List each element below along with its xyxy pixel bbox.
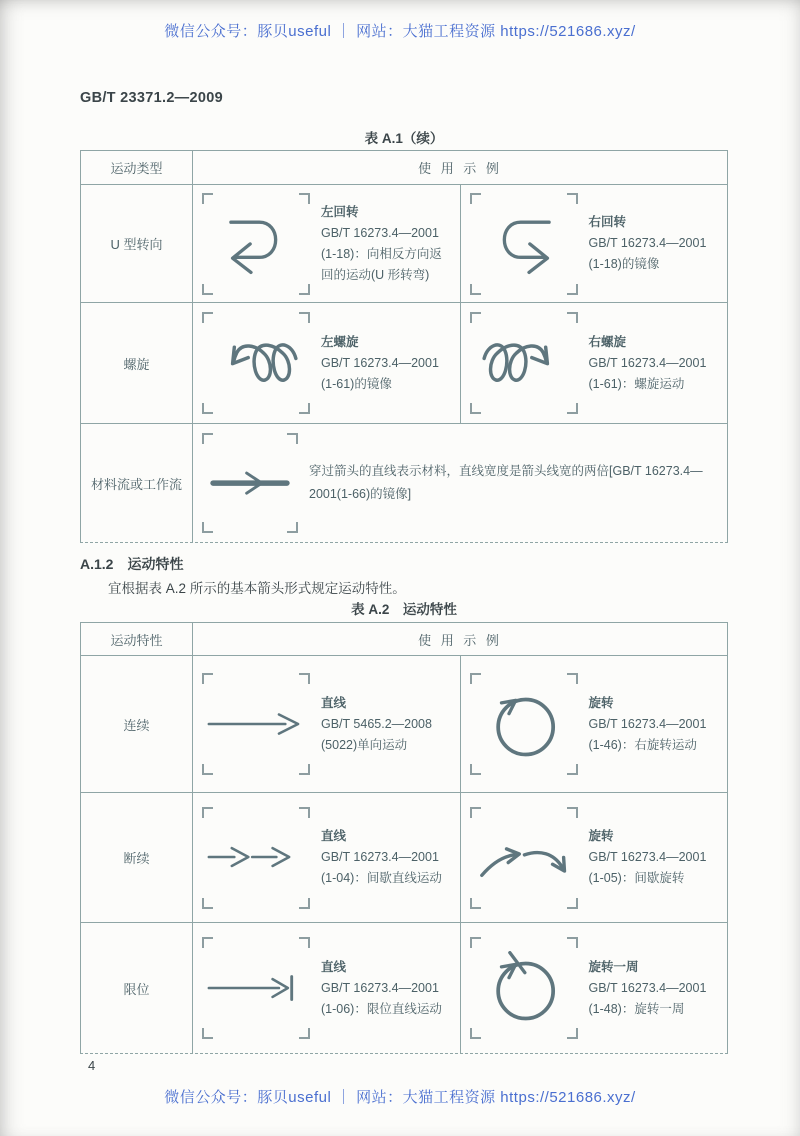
registration-corners [470,673,578,775]
example-cell [193,656,460,792]
registration-corners [202,673,310,775]
doc-number: GB/T 23371.2—2009 [80,90,223,106]
column-header-usage-example: 使 用 示 例 [418,632,502,648]
table-row [81,302,727,423]
registration-corners [202,312,310,414]
registration-corners [202,807,310,909]
column-header-motion-property: 运动特性 [81,623,193,655]
example-description: 右回转 GB/T 16273.4—2001 (1-18)的镜像 [588,215,707,271]
motion-type-cell: U 型转向 [81,185,193,302]
table-row [81,792,727,922]
example-description: 旋转 GB/T 16273.4—2001 (1-46)：右旋转运动 [588,695,707,752]
example-cell [193,185,460,302]
clockwise-rotation-arrow-icon [484,687,564,762]
example-cell [193,923,460,1053]
right-spiral-arrow-icon [472,329,576,397]
registration-corners [470,807,578,909]
example-description: 左回转 GB/T 16273.4—2001 (1-18)：向相反方向返 回的运动(U 形转弯) [321,204,442,282]
limit-straight-arrow-icon [205,974,307,1002]
example-description: 旋转 GB/T 16273.4—2001 (1-05)：间歇旋转 [588,829,707,885]
table-a1-caption: 表 A.1（续） [364,131,444,146]
example-description: 旋转一周 GB/T 16273.4—2001 (1-48)：旋转一周 [588,959,707,1016]
registration-corners [202,433,298,533]
u-turn-left-arrow-icon [210,208,302,278]
example-cell [193,424,727,542]
example-cell [460,793,728,922]
registration-corners [470,937,578,1039]
table-row [81,184,727,302]
example-description: 直线 GB/T 5465.2—2008 (5022)单向运动 [321,695,432,752]
table-a1 [80,150,728,543]
registration-corners [202,193,310,295]
straight-arrow-icon [205,710,307,738]
left-spiral-arrow-icon [204,329,308,397]
wechat-banner-top: 微信公众号：豚贝useful ｜ 网站：大猫工程资源 https://521686.xyz/ [164,23,636,40]
example-cell [460,185,728,302]
registration-corners [470,193,578,295]
page-number: 4 [88,1058,96,1073]
table-row [81,655,727,792]
table-a2-header-row [81,623,727,655]
example-cell [193,303,460,423]
example-description: 左螺旋 GB/T 16273.4—2001 (1-61)的镜像 [321,334,439,391]
example-cell [460,656,728,792]
table-a1-header-row [81,151,727,184]
registration-corners [470,312,578,414]
table-a2 [80,622,728,1054]
material-flow-arrow-icon [208,468,292,498]
table-a2-caption: 表 A.2 运动特性 [351,602,457,617]
example-cell [193,793,460,922]
double-straight-arrow-icon [205,843,307,871]
motion-type-cell: 断续 [81,793,193,922]
example-cell [460,923,728,1053]
example-description: 直线 GB/T 16273.4—2001 (1-06)：限位直线运动 [321,959,442,1016]
single-rotation-arrow-icon [484,951,564,1026]
example-cell [460,303,728,423]
wechat-banner-bottom: 微信公众号：豚贝useful ｜ 网站：大猫工程资源 https://521686.xyz/ [164,1089,636,1106]
intermittent-rotation-arrow-icon [475,831,573,884]
table-row [81,423,727,542]
section-heading: A.1.2 运动特性 [80,556,184,572]
table-row [81,922,727,1053]
registration-corners [202,937,310,1039]
column-header-usage-example: 使 用 示 例 [418,161,502,176]
section-body: 宜根据表 A.2 所示的基本箭头形式规定运动特性。 [108,581,406,596]
column-header-motion-type: 运动类型 [81,151,193,184]
motion-type-cell: 限位 [81,923,193,1053]
motion-type-cell: 材料流或工作流 [81,424,193,542]
u-turn-right-arrow-icon [478,208,570,278]
example-description: 直线 GB/T 16273.4—2001 (1-04)：间歇直线运动 [321,829,442,885]
example-description: 穿过箭头的直线表示材料，直线宽度是箭头线宽的两倍[GB/T 16273.4— 2001(1-66)的镜像] [309,464,703,501]
motion-type-cell: 螺旋 [81,303,193,423]
example-description: 右螺旋 GB/T 16273.4—2001 (1-61)：螺旋运动 [588,334,707,391]
motion-type-cell: 连续 [81,656,193,792]
